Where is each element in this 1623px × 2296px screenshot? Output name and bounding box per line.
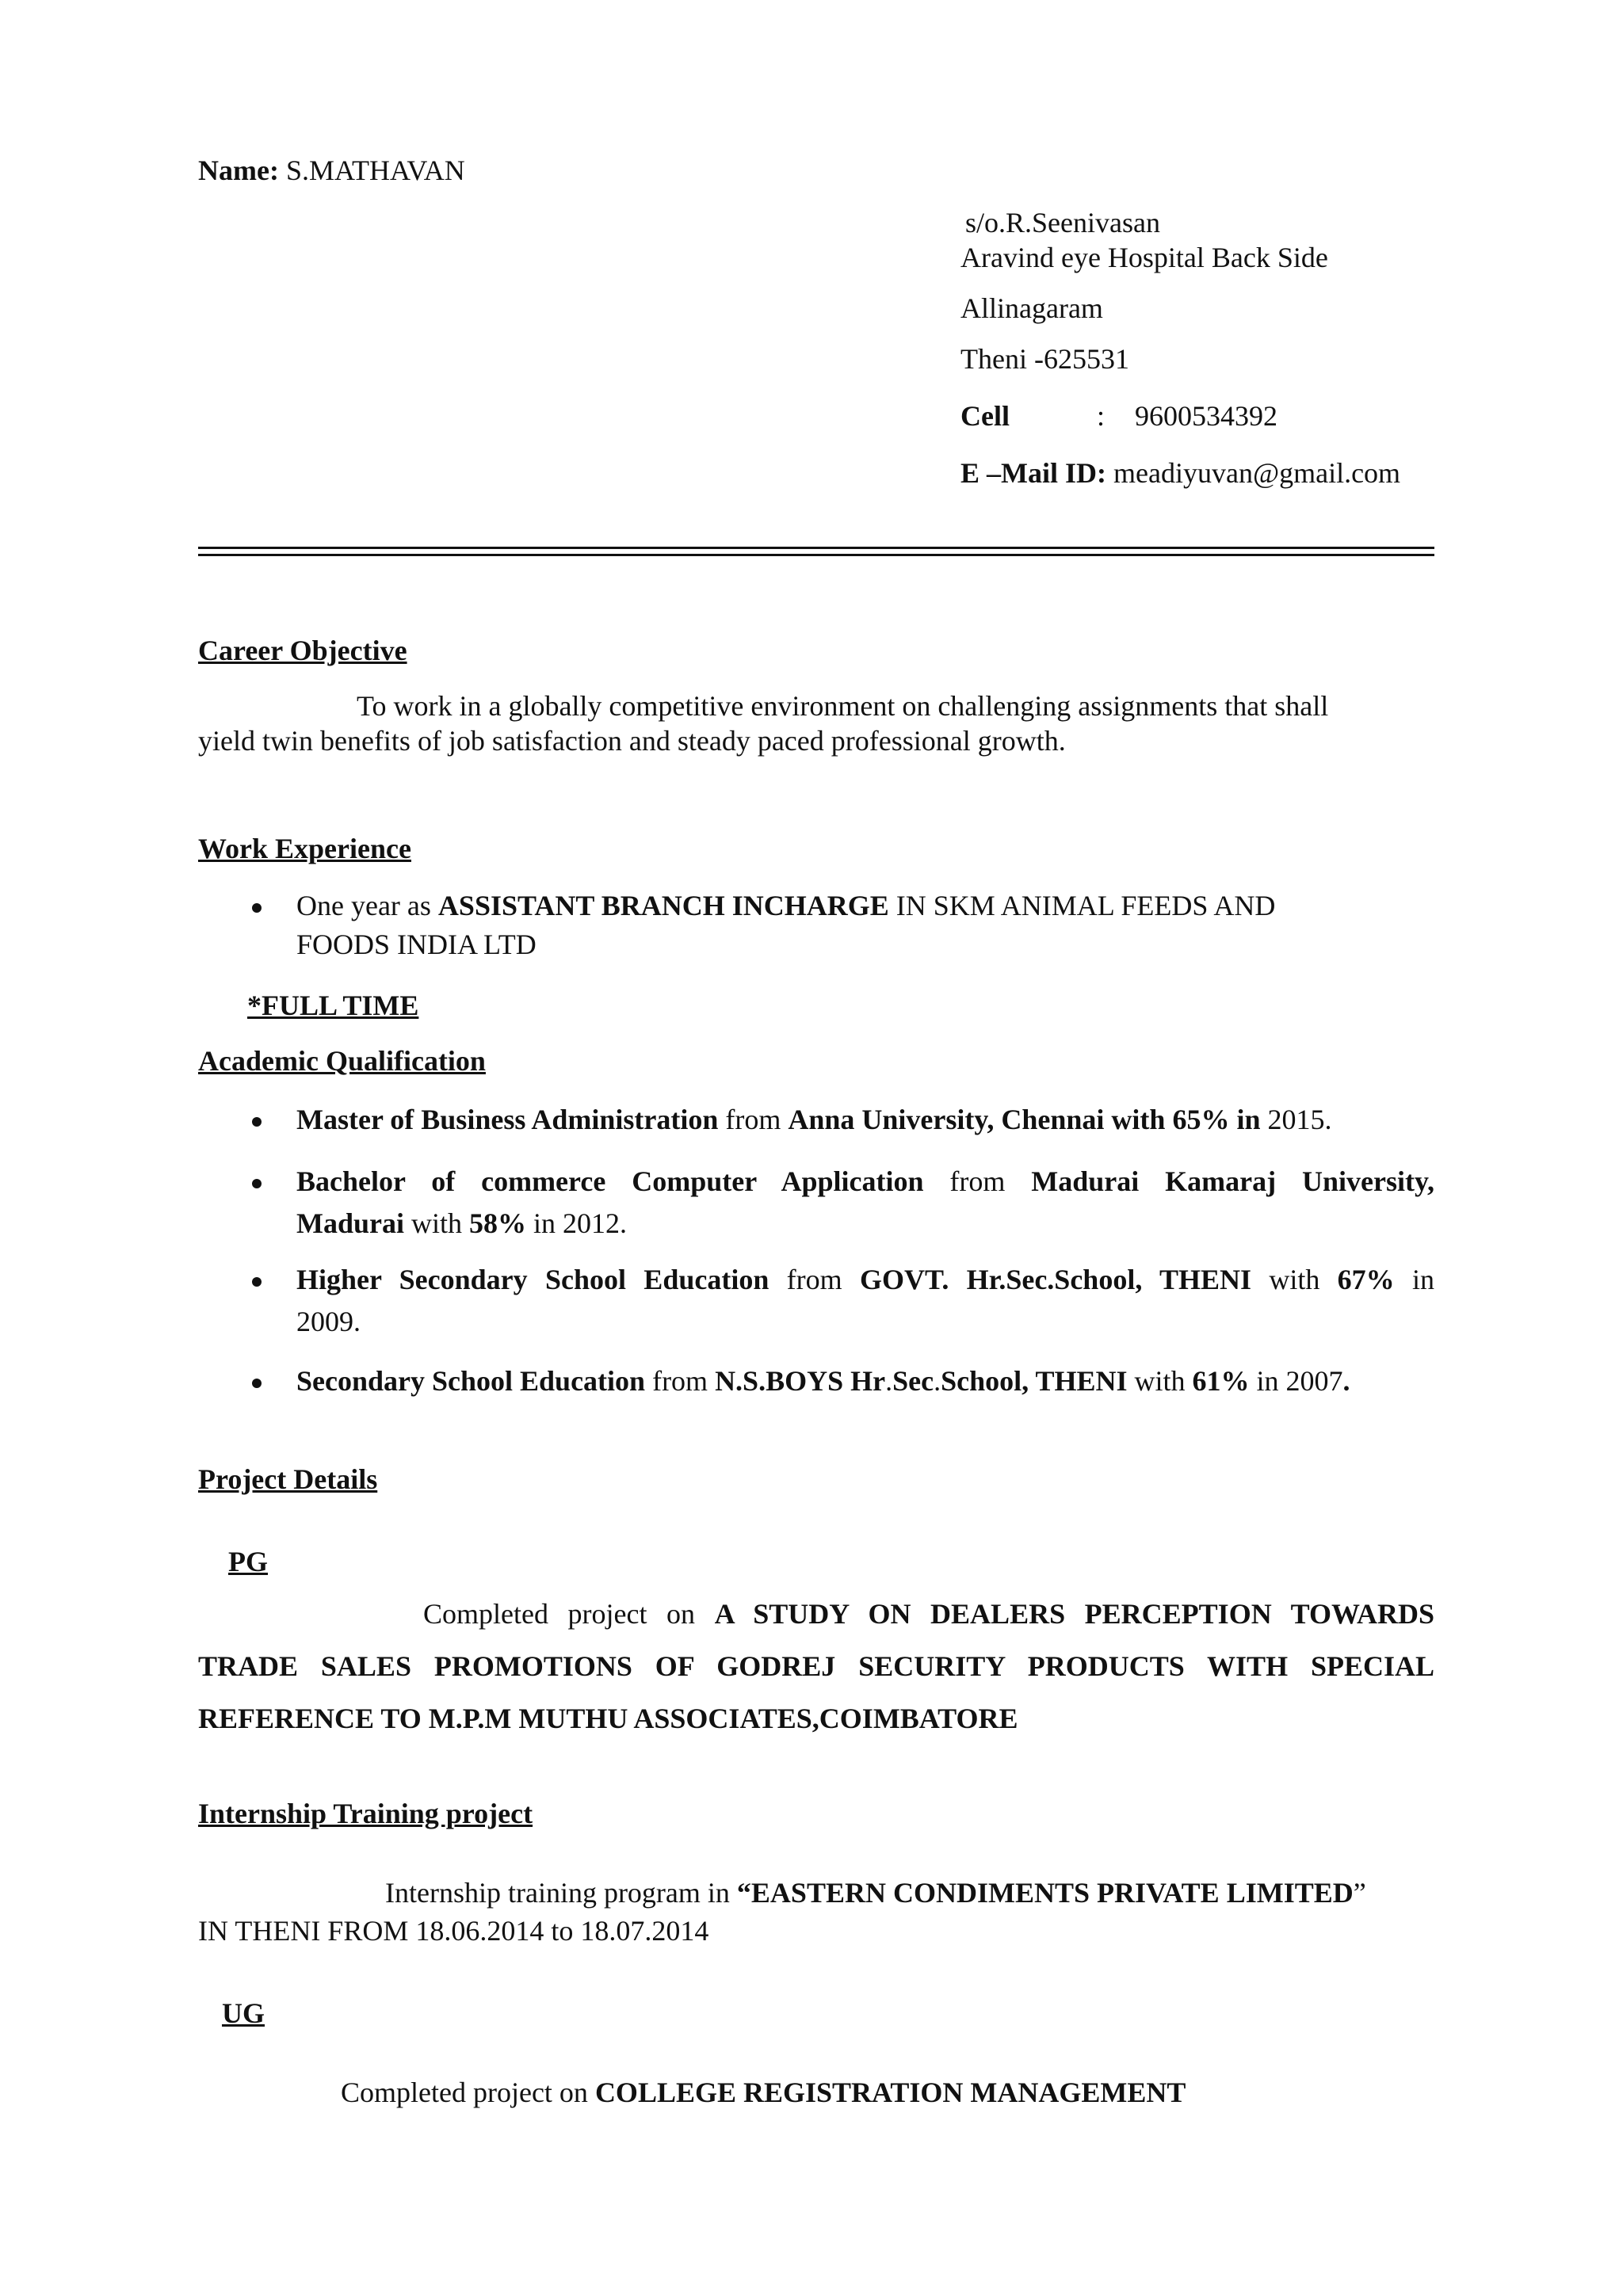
project-details-heading: Project Details bbox=[198, 1463, 378, 1495]
academic-item-ssc: Secondary School Education from N.S.BOYS Hr.Sec.School, THENI with 61% in 2007. bbox=[296, 1364, 1434, 1398]
address-line-2: Aravind eye Hospital Back Side bbox=[960, 242, 1328, 273]
pg-project-line-1: Completed project on A STUDY ON DEALERS PERCEPTION TOWARDS bbox=[423, 1598, 1434, 1630]
academic-item-mba: Master of Business Administration from Anna University, Chennai with 65% in 2015. bbox=[296, 1103, 1434, 1137]
name-line bbox=[198, 154, 465, 188]
header-divider-top bbox=[198, 547, 1434, 549]
email-label: E –Mail ID: bbox=[960, 457, 1106, 489]
academic-item-hsc: Higher Secondary School Education from GOVT. Hr.Sec.School, THENI with 67% in 2009. bbox=[296, 1263, 1434, 1339]
ug-label: UG bbox=[222, 1997, 265, 2029]
internship-heading: Internship Training project bbox=[198, 1798, 533, 1829]
email-value: meadiyuvan@gmail.com bbox=[1113, 457, 1401, 489]
career-objective-text-1: To work in a globally competitive environment on challenging assignments that shall bbox=[357, 690, 1329, 722]
work-experience-item: One year as ASSISTANT BRANCH INCHARGE IN SKM ANIMAL FEEDS AND FOODS INDIA LTD bbox=[296, 889, 1434, 966]
work-experience-heading: Work Experience bbox=[198, 833, 411, 864]
pg-label: PG bbox=[228, 1546, 268, 1577]
email-line bbox=[960, 456, 1400, 490]
career-objective-heading: Career Objective bbox=[198, 635, 407, 666]
academic-item-bcom: Bachelor of commerce Computer Application from Madurai Kamaraj University, Madurai with 58% in 2012. bbox=[296, 1165, 1434, 1241]
cell-value: 9600534392 bbox=[1135, 400, 1277, 432]
name-value: S.MATHAVAN bbox=[285, 154, 465, 186]
academic-heading: Academic Qualification bbox=[198, 1045, 486, 1077]
name-label: Name: bbox=[198, 154, 279, 186]
header-divider-bottom bbox=[198, 554, 1434, 556]
ug-project-line: Completed project on COLLEGE REGISTRATION MANAGEMENT bbox=[341, 2077, 1186, 2108]
cell-line bbox=[960, 399, 1010, 433]
address-line-1: s/o.R.Seenivasan bbox=[965, 207, 1160, 238]
address-line-3: Allinagaram bbox=[960, 292, 1103, 324]
cell-separator: : bbox=[1097, 400, 1106, 432]
pg-project-line-3: REFERENCE TO M.P.M MUTHU ASSOCIATES,COIMBATORE bbox=[198, 1703, 1018, 1734]
work-experience-note: *FULL TIME bbox=[247, 990, 419, 1021]
internship-line-1: Internship training program in “EASTERN CONDIMENTS PRIVATE LIMITED” bbox=[385, 1877, 1366, 1909]
address-line-4: Theni -625531 bbox=[960, 343, 1129, 375]
internship-line-2: IN THENI FROM 18.06.2014 to 18.07.2014 bbox=[198, 1915, 709, 1947]
cell-label: Cell bbox=[960, 400, 1010, 432]
pg-project-line-2: TRADE SALES PROMOTIONS OF GODREJ SECURITY PRODUCTS WITH SPECIAL bbox=[198, 1650, 1434, 1682]
career-objective-text-2: yield twin benefits of job satisfaction and steady paced professional growth. bbox=[198, 725, 1066, 757]
